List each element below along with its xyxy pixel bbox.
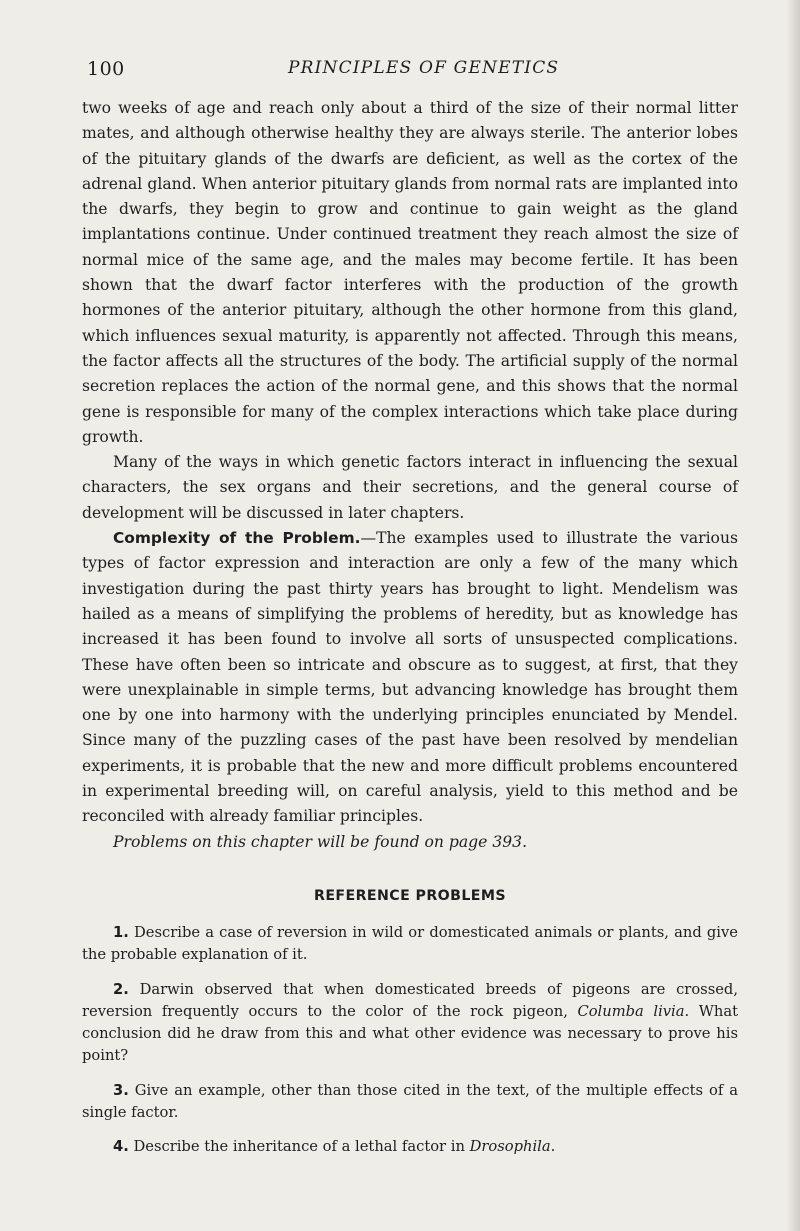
problems-page-note: Problems on this chapter will be found on page 393. xyxy=(113,832,528,851)
problem-number: 3. xyxy=(113,1081,129,1099)
page-edge-shadow xyxy=(786,0,800,1231)
page-number: 100 xyxy=(87,58,125,80)
problem-text: Give an example, other than those cited in the text, of the multiple effects of a single factor. xyxy=(82,1081,739,1121)
section-lead-heading: Complexity of the Problem. xyxy=(113,529,361,548)
species-name: Drosophila xyxy=(469,1138,551,1156)
paragraph-continuation: two weeks of age and reach only about a third of the size of their normal litter mates, and although otherwise healthy they are always sterile. The anterior lobes of the pituitary glands of the dwarfs are deficient, as well as the cortex of the adrenal gland. When anterior pituitary glands from normal rats are implanted into the dwarfs, they begin to grow and continue to gain weight as the gland implantations continue. Under continued treatment they reach almost the size of normal mice of the same age, and the males may become fertile. It has been shown that the dwarf factor interferes with the production of the growth hormones of the anterior pituitary, although the other hormone from this gland, which influences sexual maturity, is apparently not affected. Through this means, the factor affects all the structures of the body. The artificial supply of the normal secretion replaces the action of the normal gene, and this shows that the normal gene is responsible for many of the complex interactions which take place during growth. xyxy=(82,99,738,446)
paragraph-complexity xyxy=(82,526,738,830)
problem-text: . What conclusion did he draw from this and what other evidence was necessary to prove his point? xyxy=(82,1002,738,1065)
reference-problem-4 xyxy=(82,1136,738,1158)
problem-number: 2. xyxy=(113,980,129,998)
problem-text: Describe the inheritance of a lethal factor in xyxy=(133,1138,470,1156)
paragraph-genetic-factors: Many of the ways in which genetic factors interact in influencing the sexual characters, the sex organs and their secretions, and the general course of development will be discussed in later chapters. xyxy=(82,453,738,522)
reference-problem-2 xyxy=(82,979,738,1068)
problem-text: . xyxy=(550,1138,556,1156)
problem-number: 4. xyxy=(113,1138,129,1156)
reference-problem-1 xyxy=(82,922,738,967)
running-head: PRINCIPLES OF GENETICS xyxy=(288,58,560,78)
body-text xyxy=(82,96,738,1171)
problem-text: Describe a case of reversion in wild or domesticated animals or plants, and give the probable explanation of it. xyxy=(82,923,738,964)
problem-number: 1. xyxy=(113,923,129,941)
paragraph-complexity-text: —The examples used to illustrate the various types of factor expression and interaction are only a few of the many which investigation during the past thirty years has brought to light. Mendelism was hailed as a means of simplifying the problems of heredity, but as knowledge has increased it has been found to involve all sorts of unsuspected complications. These have often been so intricate and obscure as to suggest, at first, that they were unexplainable in simple terms, but advancing knowledge has brought them one by one into harmony with the underlying principles enunciated by Mendel. Since many of the puzzling cases of the past have been resolved by mendelian experiments, it is probable that the new and more difficult problems encountered in experimental breeding will, on careful analysis, yield to this method and be reconciled with already familiar principles. xyxy=(82,529,738,826)
reference-problem-3 xyxy=(82,1080,738,1125)
species-name: Columba livia xyxy=(577,1002,685,1020)
problem-text: Darwin observed that when domesticated breeds of pigeons are crossed, reversion frequently occurs to the color of the rock pigeon, xyxy=(82,980,739,1020)
reference-problems-heading: REFERENCE PROBLEMS xyxy=(314,887,506,904)
